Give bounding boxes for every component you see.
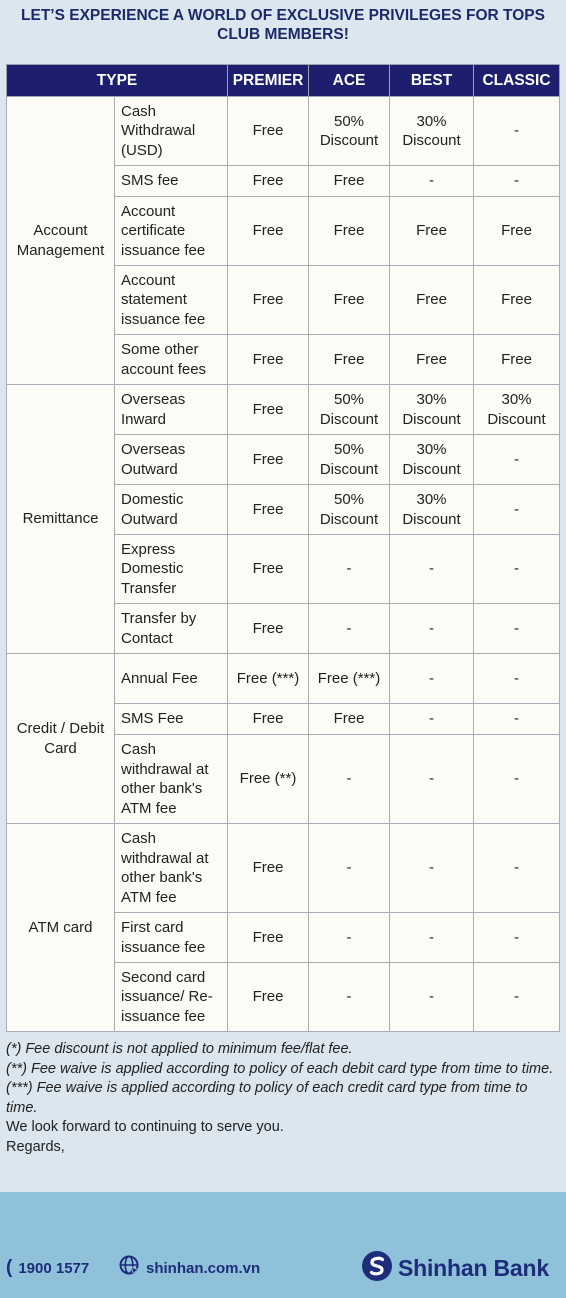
group-label-remittance: Remittance: [7, 385, 115, 654]
privileges-table: [6, 64, 560, 1032]
service-label: Account certificate issuance fee: [115, 197, 228, 266]
regards-text: Regards,: [6, 1138, 65, 1155]
header-classic: CLASSIC: [474, 65, 560, 97]
best-cell: -: [390, 963, 474, 1032]
premier-cell: Free: [228, 435, 309, 485]
service-label: Cash withdrawal at other bank's ATM fee: [115, 824, 228, 913]
service-label: SMS Fee: [115, 704, 228, 735]
classic-cell: -: [474, 535, 560, 604]
ace-cell: 50% Discount: [309, 435, 390, 485]
ace-cell: -: [309, 963, 390, 1032]
table-row: [7, 654, 560, 704]
premier-cell: Free: [228, 385, 309, 435]
best-cell: -: [390, 535, 474, 604]
best-cell: -: [390, 824, 474, 913]
premier-cell: Free: [228, 535, 309, 604]
footnotes: [6, 1040, 560, 1157]
header-premier: PREMIER: [228, 65, 309, 97]
service-label: Overseas Outward: [115, 435, 228, 485]
group-label-credit-debit-card: Credit / Debit Card: [7, 654, 115, 824]
globe-cursor-icon: [119, 1255, 141, 1282]
service-label: Overseas Inward: [115, 385, 228, 435]
headline: LET’S EXPERIENCE A WORLD OF EXCLUSIVE PRIVILEGES FOR TOPS CLUB MEMBERS!: [21, 7, 545, 43]
hotline[interactable]: [6, 1256, 89, 1280]
premier-cell: Free: [228, 604, 309, 654]
classic-cell: -: [474, 963, 560, 1032]
ace-cell: -: [309, 824, 390, 913]
header-ace: ACE: [309, 65, 390, 97]
closing-text: We look forward to continuing to serve you.: [6, 1119, 284, 1135]
ace-cell: Free: [309, 266, 390, 335]
best-cell: 30% Discount: [390, 435, 474, 485]
group-label-account-management: Account Management: [7, 97, 115, 385]
service-label: First card issuance fee: [115, 913, 228, 963]
footnote-debit-card: (**) Fee waive is applied according to policy of each debit card type from time to time.: [6, 1060, 554, 1077]
best-cell: -: [390, 913, 474, 963]
premier-cell: Free: [228, 335, 309, 385]
service-label: Annual Fee: [115, 654, 228, 704]
premier-cell: Free: [228, 166, 309, 197]
best-cell: 30% Discount: [390, 485, 474, 535]
classic-cell: -: [474, 604, 560, 654]
premier-cell: Free: [228, 913, 309, 963]
best-cell: -: [390, 654, 474, 704]
brand-name: Shinhan Bank: [398, 1254, 549, 1281]
ace-cell: Free: [309, 704, 390, 735]
website-link[interactable]: [119, 1256, 260, 1280]
classic-cell: -: [474, 435, 560, 485]
premier-cell: Free (***): [228, 654, 309, 704]
ace-cell: Free: [309, 335, 390, 385]
table-header-row: [7, 65, 560, 97]
premier-cell: Free: [228, 266, 309, 335]
classic-cell: -: [474, 97, 560, 166]
service-label: Second card issuance/ Re-issuance fee: [115, 963, 228, 1032]
table-row: [7, 824, 560, 913]
ace-cell: -: [309, 604, 390, 654]
ace-cell: Free: [309, 197, 390, 266]
best-cell: 30% Discount: [390, 97, 474, 166]
classic-cell: -: [474, 654, 560, 704]
service-label: Cash withdrawal at other bank's ATM fee: [115, 735, 228, 824]
shinhan-bank-logo: [361, 1256, 549, 1280]
ace-cell: Free: [309, 166, 390, 197]
service-label: SMS fee: [115, 166, 228, 197]
phone-icon: (: [6, 1257, 13, 1278]
best-cell: -: [390, 704, 474, 735]
premier-cell: Free: [228, 704, 309, 735]
best-cell: -: [390, 166, 474, 197]
shinhan-logo-icon: [361, 1250, 393, 1287]
header-best: BEST: [390, 65, 474, 97]
service-label: Domestic Outward: [115, 485, 228, 535]
table-row: [7, 385, 560, 435]
classic-cell: -: [474, 913, 560, 963]
best-cell: Free: [390, 266, 474, 335]
classic-cell: -: [474, 166, 560, 197]
ace-cell: -: [309, 735, 390, 824]
website-url: shinhan.com.vn: [146, 1259, 261, 1277]
best-cell: -: [390, 604, 474, 654]
classic-cell: -: [474, 704, 560, 735]
best-cell: Free: [390, 335, 474, 385]
service-label: Account statement issuance fee: [115, 266, 228, 335]
ace-cell: 50% Discount: [309, 485, 390, 535]
classic-cell: Free: [474, 335, 560, 385]
best-cell: Free: [390, 197, 474, 266]
classic-cell: 30% Discount: [474, 385, 560, 435]
footer-banner: [0, 1192, 566, 1298]
best-cell: -: [390, 735, 474, 824]
classic-cell: -: [474, 824, 560, 913]
classic-cell: -: [474, 485, 560, 535]
best-cell: 30% Discount: [390, 385, 474, 435]
premier-cell: Free: [228, 963, 309, 1032]
premier-cell: Free: [228, 97, 309, 166]
table-row: [7, 97, 560, 166]
ace-cell: Free (***): [309, 654, 390, 704]
premier-cell: Free: [228, 197, 309, 266]
premier-cell: Free: [228, 824, 309, 913]
service-label: Some other account fees: [115, 335, 228, 385]
classic-cell: -: [474, 735, 560, 824]
ace-cell: -: [309, 535, 390, 604]
ace-cell: -: [309, 913, 390, 963]
classic-cell: Free: [474, 266, 560, 335]
group-label-atm-card: ATM card: [7, 824, 115, 1032]
premier-cell: Free (**): [228, 735, 309, 824]
service-label: Express Domestic Transfer: [115, 535, 228, 604]
ace-cell: 50% Discount: [309, 385, 390, 435]
ace-cell: 50% Discount: [309, 97, 390, 166]
hotline-number: 1900 1577: [18, 1259, 90, 1277]
classic-cell: Free: [474, 197, 560, 266]
service-label: Cash Withdrawal (USD): [115, 97, 228, 166]
premier-cell: Free: [228, 485, 309, 535]
service-label: Transfer by Contact: [115, 604, 228, 654]
footnote-fee-discount: (*) Fee discount is not applied to minimum fee/flat fee.: [6, 1041, 353, 1057]
header-type: TYPE: [7, 65, 228, 97]
footnote-credit-card: (***) Fee waive is applied according to policy of each credit card type from time to time.: [6, 1080, 528, 1116]
